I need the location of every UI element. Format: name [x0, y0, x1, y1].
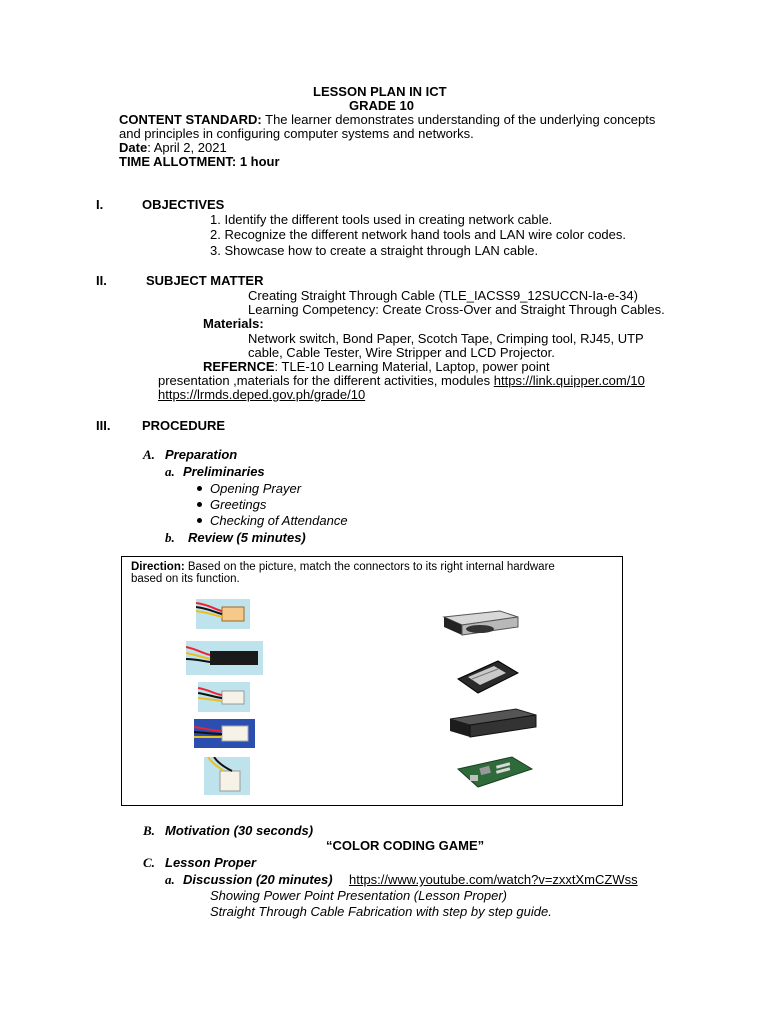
content-standard-label: CONTENT STANDARD: [119, 112, 262, 127]
bullet-icon [197, 502, 202, 507]
subject-line: Creating Straight Through Cable (TLE_IACSS9_12SUCCN-Ia-e-34) [248, 288, 638, 303]
review-activity-box [121, 556, 623, 806]
reference-text: : TLE-10 Learning Material, Laptop, power point [274, 359, 550, 374]
materials-line: cable, Cable Tester, Wire Stripper and LCD Projector. [248, 345, 555, 360]
date-label: Date [119, 140, 148, 155]
bullet-icon [197, 486, 202, 491]
bullet-icon [197, 518, 202, 523]
reference-line [203, 359, 550, 374]
review-direction-line2: based on its function. [131, 573, 240, 585]
time-allotment: TIME ALLOTMENT: 1 hour [119, 154, 280, 169]
youtube-link[interactable]: https://www.youtube.com/watch?v=zxxtXmCZWss [349, 872, 638, 887]
discussion-line: Showing Power Point Presentation (Lesson Proper) [210, 888, 507, 903]
preparation-title: Preparation [165, 447, 238, 462]
procedure-heading: PROCEDURE [142, 418, 226, 433]
section-numeral-3: III. [96, 418, 111, 433]
date-line [119, 140, 227, 155]
direction-text: Based on the picture, match the connectors to its right internal hardware [184, 561, 555, 573]
content-standard-text: The learner demonstrates understanding of the underlying concepts [261, 112, 656, 127]
reference-line-2 [158, 373, 645, 388]
reference-text-2: presentation ,materials for the different activities, modules [158, 373, 494, 388]
bullet-item: Checking of Attendance [210, 513, 348, 528]
objectives-heading: OBJECTIVES [142, 197, 225, 212]
section-numeral-1: I. [96, 197, 104, 212]
subject-matter-heading: SUBJECT MATTER [146, 273, 264, 288]
page-title: LESSON PLAN IN ICT [313, 84, 447, 99]
marker-c-a: a. [165, 872, 175, 887]
connector-image-3 [198, 682, 250, 712]
reference-label: REFERNCE [203, 359, 275, 374]
discussion-line: Straight Through Cable Fabrication with step by step guide. [210, 904, 552, 919]
lesson-proper-title: Lesson Proper [165, 855, 257, 870]
bullet-item: Greetings [210, 497, 267, 512]
date-value: : April 2, 2021 [147, 140, 227, 155]
direction-label: Direction: [131, 561, 185, 573]
content-standard [119, 112, 655, 127]
objective-item: 3. Showcase how to create a straight through LAN cable. [210, 243, 539, 258]
marker-b: b. [165, 530, 175, 545]
connector-image-4 [194, 719, 255, 748]
materials-line: Network switch, Bond Paper, Scotch Tape, Crimping tool, RJ45, UTP [248, 331, 644, 346]
hard-disk-image [454, 657, 522, 700]
power-supply-image [446, 705, 538, 742]
review-title: Review (5 minutes) [188, 530, 306, 545]
grade-label: GRADE 10 [349, 98, 415, 113]
objective-item: 1. Identify the different tools used in creating network cable. [210, 212, 553, 227]
bullet-item: Opening Prayer [210, 481, 302, 496]
marker-B: B. [143, 823, 155, 838]
learning-competency: Learning Competency: Create Cross-Over and Straight Through Cables. [248, 302, 665, 317]
lrmds-link[interactable]: https://lrmds.deped.gov.ph/grade/10 [158, 387, 366, 402]
motherboard-image [456, 755, 534, 794]
connector-image-1 [196, 599, 250, 629]
connector-image-2 [186, 641, 263, 675]
quipper-link[interactable]: https://link.quipper.com/10 [493, 373, 645, 388]
preliminaries-title: Preliminaries [183, 464, 265, 479]
motivation-title: Motivation (30 seconds) [165, 823, 314, 838]
marker-A: A. [143, 447, 155, 462]
content-standard-line2: and principles in configuring computer systems and networks. [119, 126, 474, 141]
materials-label: Materials: [203, 316, 264, 331]
objective-item: 2. Recognize the different network hand tools and LAN wire color codes. [210, 227, 626, 242]
game-title: “COLOR CODING GAME” [326, 838, 485, 853]
marker-C: C. [143, 855, 155, 870]
optical-drive-image [440, 607, 520, 642]
discussion-title: Discussion (20 minutes) [183, 872, 333, 887]
section-numeral-2: II. [96, 273, 107, 288]
marker-a: a. [165, 464, 175, 479]
connector-image-5 [204, 757, 250, 795]
